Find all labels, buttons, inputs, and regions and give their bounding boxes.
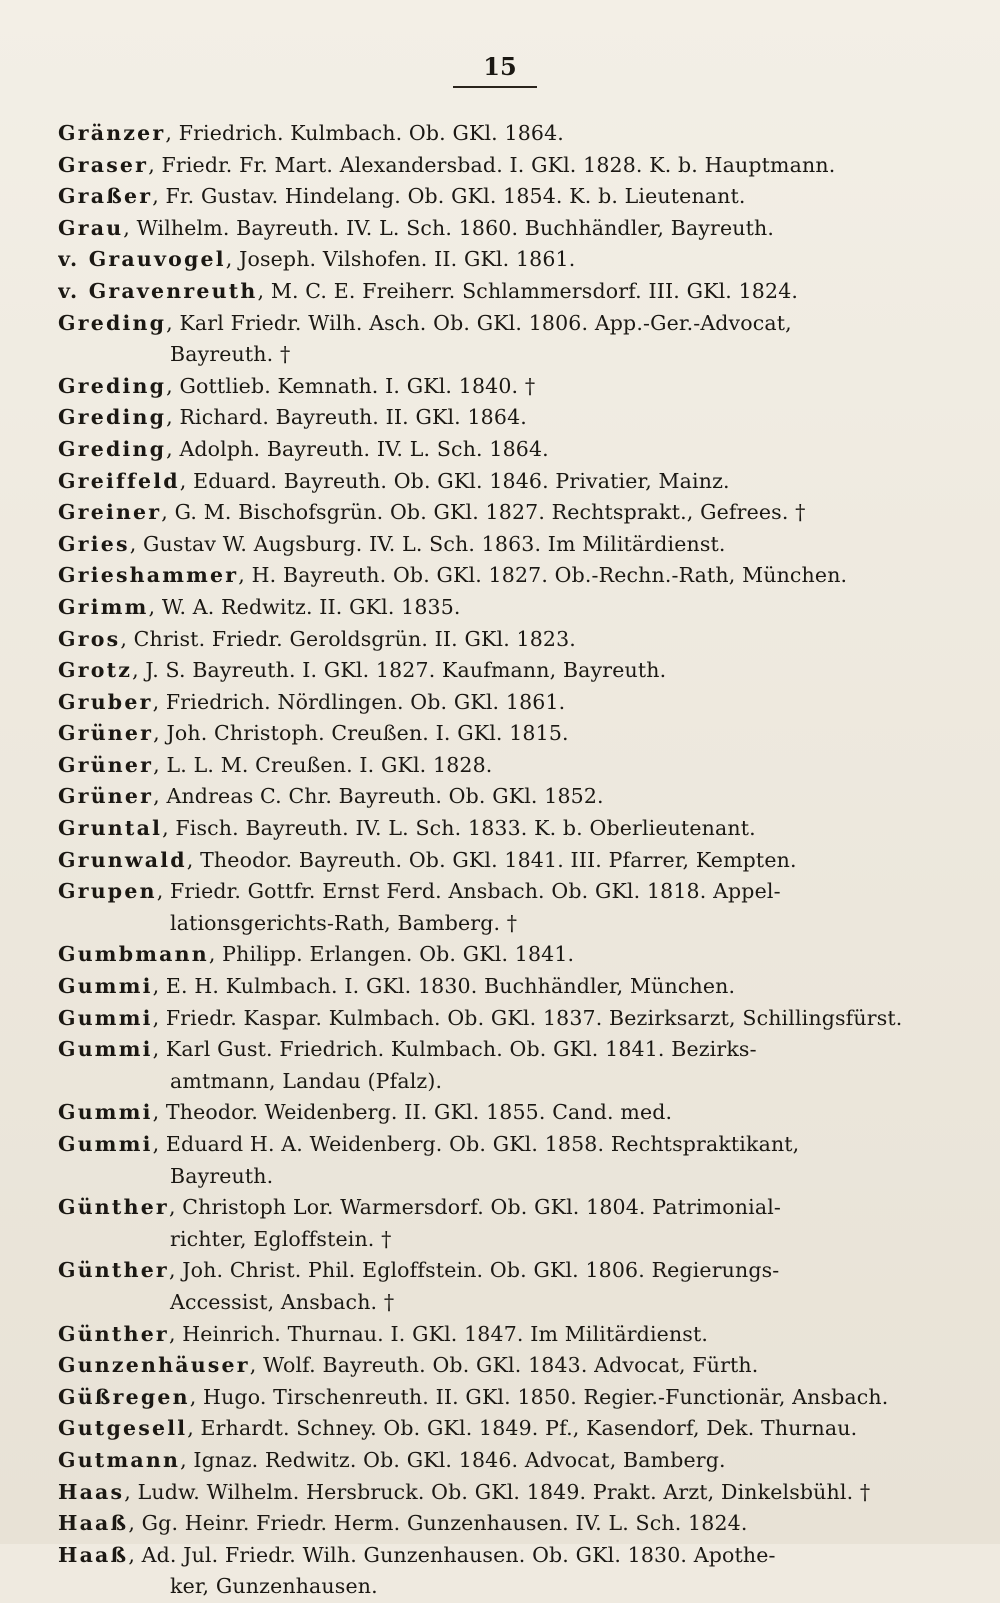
entry-line: Grupen, Friedr. Gottfr. Ernst Ferd. Ansbach. Ob. GKl. 1818. Appel-	[58, 879, 781, 904]
entry	[58, 655, 930, 687]
entry-line: v. Grauvogel, Joseph. Vilshofen. II. GKl. 1861.	[58, 247, 576, 272]
entry	[58, 150, 930, 182]
entry	[58, 434, 930, 466]
entry	[58, 466, 930, 498]
entry	[58, 497, 930, 529]
entry-continuation: Bayreuth. †	[170, 342, 291, 367]
entry-line: Güßregen, Hugo. Tirschenreuth. II. GKl. 1850. Regier.-Functionär, Ansbach.	[58, 1384, 889, 1409]
entry-line: Greiffeld, Eduard. Bayreuth. Ob. GKl. 1846. Privatier, Mainz.	[58, 468, 730, 493]
entry-line: Gries, Gustav W. Augsburg. IV. L. Sch. 1863. Im Militärdienst.	[58, 531, 726, 556]
entry	[58, 181, 930, 213]
entry-line: Gruntal, Fisch. Bayreuth. IV. L. Sch. 1833. K. b. Oberlieutenant.	[58, 816, 756, 841]
page-number: 15	[483, 52, 517, 81]
entry	[58, 971, 930, 1003]
entry-line: Grieshammer, H. Bayreuth. Ob. GKl. 1827. Ob.-Rechn.-Rath, München.	[58, 563, 848, 588]
entry	[58, 624, 930, 656]
entry-continuation: lationsgerichts-Rath, Bamberg. †	[170, 910, 518, 935]
entry-line: Günther, Christoph Lor. Warmersdorf. Ob. GKl. 1804. Patrimonial-	[58, 1195, 781, 1220]
entry-continuation: amtmann, Landau (Pfalz).	[170, 1068, 443, 1093]
entry-line: Günther, Joh. Christ. Phil. Egloffstein. Ob. GKl. 1806. Regierungs-	[58, 1258, 780, 1283]
entry-line: Gutmann, Ignaz. Redwitz. Ob. GKl. 1846. Advocat, Bamberg.	[58, 1447, 726, 1472]
entry-line: Grimm, W. A. Redwitz. II. GKl. 1835.	[58, 594, 461, 619]
entry-line: Grau, Wilhelm. Bayreuth. IV. L. Sch. 1860. Buchhändler, Bayreuth.	[58, 215, 775, 240]
entry	[58, 1508, 930, 1540]
entry	[58, 1003, 930, 1035]
entry	[58, 1034, 930, 1097]
entry	[58, 118, 930, 150]
entry	[58, 213, 930, 245]
entry	[58, 560, 930, 592]
entry	[58, 276, 930, 308]
entry	[58, 750, 930, 782]
entry	[58, 1445, 930, 1477]
entry	[58, 1477, 930, 1509]
entry-line: Haaß, Ad. Jul. Friedr. Wilh. Gunzenhausen. Ob. GKl. 1830. Apothe-	[58, 1542, 776, 1567]
entry-line: Gummi, Friedr. Kaspar. Kulmbach. Ob. GKl. 1837. Bezirksarzt, Schillingsfürst.	[58, 1005, 903, 1030]
entry-line: Greiner, G. M. Bischofsgrün. Ob. GKl. 1827. Rechtsprakt., Gefrees. †	[58, 500, 806, 525]
entry	[58, 876, 930, 939]
entry	[58, 781, 930, 813]
entry-line: Graser, Friedr. Fr. Mart. Alexandersbad. I. GKl. 1828. K. b. Hauptmann.	[58, 152, 836, 177]
entry	[58, 687, 930, 719]
entry-line: Greding, Adolph. Bayreuth. IV. L. Sch. 1864.	[58, 436, 549, 461]
entry-line: Gummi, Theodor. Weidenberg. II. GKl. 1855. Cand. med.	[58, 1100, 673, 1125]
entry-line: Gros, Christ. Friedr. Geroldsgrün. II. GKl. 1823.	[58, 626, 576, 651]
entry-line: Gumbmann, Philipp. Erlangen. Ob. GKl. 1841.	[58, 942, 575, 967]
entry-line: Gummi, E. H. Kulmbach. I. GKl. 1830. Buchhändler, München.	[58, 974, 736, 999]
entry-list	[58, 118, 930, 1603]
entry	[58, 1382, 930, 1414]
entry-line: Gummi, Karl Gust. Friedrich. Kulmbach. Ob. GKl. 1841. Bezirks-	[58, 1037, 757, 1062]
entry	[58, 244, 930, 276]
entry-line: Gutgesell, Erhardt. Schney. Ob. GKl. 1849. Pf., Kasendorf, Dek. Thurnau.	[58, 1416, 858, 1441]
entry-continuation: ker, Gunzenhausen.	[170, 1574, 378, 1599]
entry-line: Haaß, Gg. Heinr. Friedr. Herm. Gunzenhausen. IV. L. Sch. 1824.	[58, 1511, 748, 1536]
entry-line: Grunwald, Theodor. Bayreuth. Ob. GKl. 1841. III. Pfarrer, Kempten.	[58, 847, 797, 872]
entry-line: Graßer, Fr. Gustav. Hindelang. Ob. GKl. 1854. K. b. Lieutenant.	[58, 184, 746, 209]
entry-continuation: richter, Egloffstein. †	[170, 1226, 392, 1251]
entry	[58, 845, 930, 877]
entry	[58, 1255, 930, 1318]
entry	[58, 1192, 930, 1255]
entry	[58, 308, 930, 371]
entry-line: Gränzer, Friedrich. Kulmbach. Ob. GKl. 1864.	[58, 121, 564, 145]
entry-line: Greding, Gottlieb. Kemnath. I. GKl. 1840. †	[58, 373, 536, 398]
entry	[58, 1350, 930, 1382]
entry-line: v. Gravenreuth, M. C. E. Freiherr. Schlammersdorf. III. GKl. 1824.	[58, 278, 799, 303]
entry-line: Haas, Ludw. Wilhelm. Hersbruck. Ob. GKl. 1849. Prakt. Arzt, Dinkelsbühl. †	[58, 1479, 871, 1504]
entry	[58, 813, 930, 845]
entry-line: Greding, Richard. Bayreuth. II. GKl. 1864.	[58, 405, 527, 430]
entry-continuation: Bayreuth.	[170, 1163, 274, 1188]
entry	[58, 1540, 930, 1603]
entry	[58, 939, 930, 971]
entry-line: Gunzenhäuser, Wolf. Bayreuth. Ob. GKl. 1843. Advocat, Fürth.	[58, 1353, 759, 1378]
page-number-rule	[453, 86, 537, 88]
entry-line: Grüner, L. L. M. Creußen. I. GKl. 1828.	[58, 752, 493, 777]
entry	[58, 402, 930, 434]
entry-line: Grotz, J. S. Bayreuth. I. GKl. 1827. Kaufmann, Bayreuth.	[58, 658, 667, 683]
entry	[58, 1319, 930, 1351]
entry-line: Günther, Heinrich. Thurnau. I. GKl. 1847. Im Militärdienst.	[58, 1321, 709, 1346]
entry	[58, 1413, 930, 1445]
entry-line: Greding, Karl Friedr. Wilh. Asch. Ob. GKl. 1806. App.-Ger.-Advocat,	[58, 310, 792, 335]
entry	[58, 592, 930, 624]
entry	[58, 371, 930, 403]
entry-line: Grüner, Andreas C. Chr. Bayreuth. Ob. GKl. 1852.	[58, 784, 604, 809]
entry	[58, 718, 930, 750]
entry-line: Gummi, Eduard H. A. Weidenberg. Ob. GKl. 1858. Rechtspraktikant,	[58, 1132, 800, 1156]
entry-line: Grüner, Joh. Christoph. Creußen. I. GKl. 1815.	[58, 721, 569, 746]
entry	[58, 529, 930, 561]
entry-line: Gruber, Friedrich. Nördlingen. Ob. GKl. 1861.	[58, 689, 566, 714]
entry-continuation: Accessist, Ansbach. †	[170, 1289, 395, 1314]
entry	[58, 1129, 930, 1192]
entry	[58, 1097, 930, 1129]
